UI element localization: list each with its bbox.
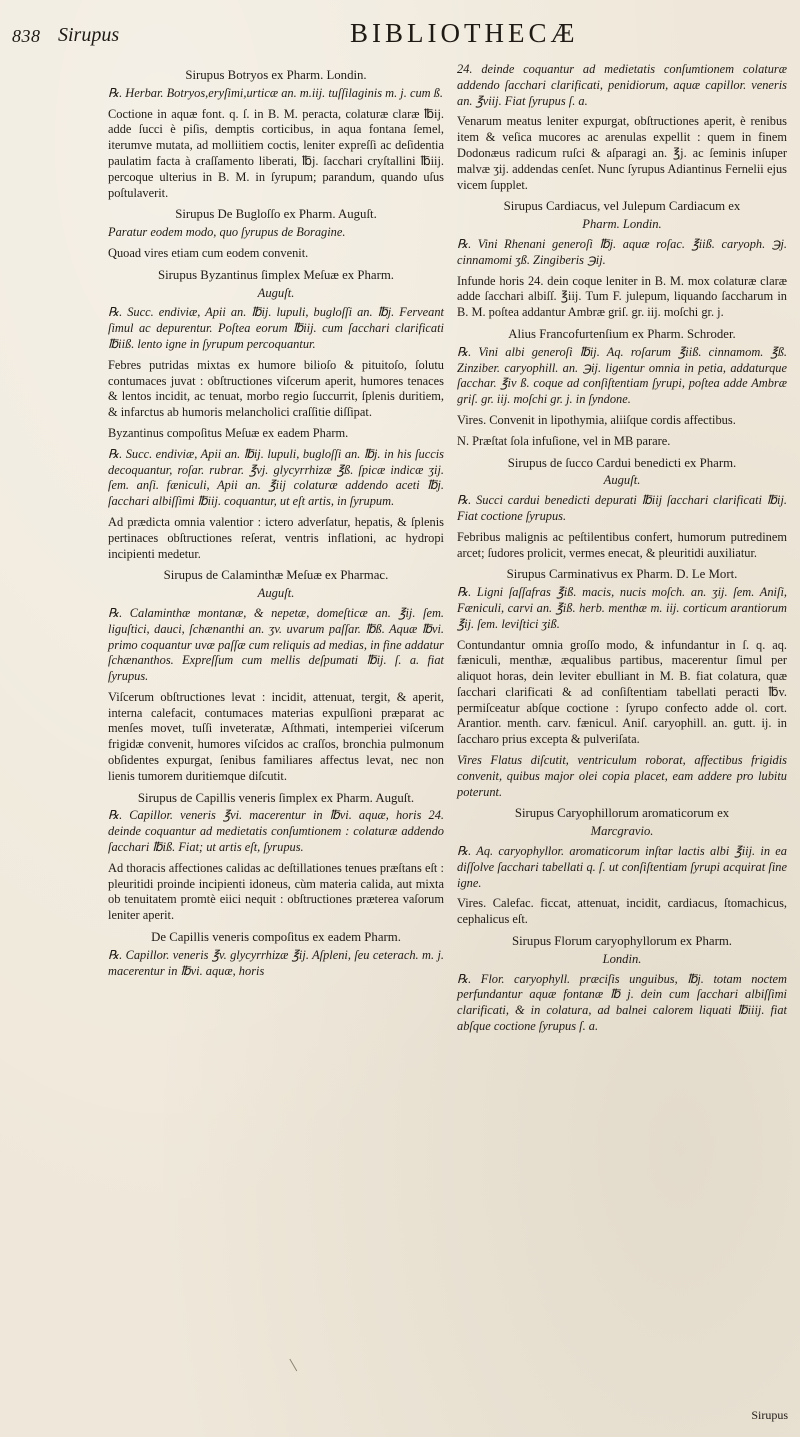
- recipe-formula: ℞. Ligni ſaſſafras ℥iß. macis, nucis moſch. an. ʒij. ſem. Aniſi, Fæniculi, carvi an. ℥iß. herb. menthæ m. iij. corticum arantiorum ℥ij. ſem. leviſtici ʒiß.: [457, 585, 787, 631]
- recipe-heading: Sirupus Florum caryophyllorum ex Pharm.: [511, 934, 732, 949]
- recipe-formula: ℞. Succi cardui benedicti depurati ℔iij ſacchari clarificati ℔ij. Fiat coctione ſyrupus.: [457, 493, 787, 523]
- recipe-heading: Alius Francofurtenſium ex Pharm. Schroder.: [508, 326, 736, 341]
- recipe-text: Ad prædicta omnia valentior : ictero adverſatur, hepatis, & ſplenis pertinaces obſtructiones reſerat, ventris inflationi, ac hydropi incipienti medetur.: [108, 514, 444, 561]
- catchword: Sirupus: [751, 1408, 788, 1422]
- recipe-formula: ℞. Herbar. Botryos,eryſimi,urticæ an. m.iij. tuſſilaginis m. j. cum ß.: [108, 85, 443, 100]
- recipe-heading: De Capillis veneris compoſitus ex eadem Pharm.: [151, 930, 401, 945]
- recipe-text: Febribus malignis ac peſtilentibus confert, humorum putredinem arcet; ſudores prolicit, vermes enecat, & pleuritidi auxiliatur.: [457, 529, 787, 560]
- recipe-formula: ℞. Capillor. veneris ℥v. glycyrrhizæ ℥ij. Aſpleni, ſeu ceterach. m. j. macerentur in ℔vi. aquæ, horis: [108, 947, 444, 978]
- left-column: [108, 62, 444, 984]
- page-number: 838: [12, 26, 41, 46]
- recipe-heading: Sirupus Cardiacus, vel Julepum Cardiacum ex: [503, 199, 741, 214]
- recipe-text: Vires. Convenit in lipothymia, aliiſque cordis affectibus.: [457, 412, 736, 427]
- recipe-text: Venarum meatus leniter expurgat, obſtructiones aperit, è renibus item & veſica mucores ac arenulas expellit : quem in finem Dodonæus radicum ruſci & aſparagi an. ℥j. ac ſeminis inſuper malvæ ʒij. addendas cenſet. Nunc ſyrupus Adiantinus Fernelii ejus vicem ſupplet.: [457, 114, 787, 192]
- recipe-formula: ℞. Vini Rhenani generoſi ℔j. aquæ roſac. ℥iiß. caryoph. ℈j. cinnamomi ʒß. Zingiberis ℈ij.: [457, 236, 787, 267]
- margin-mark: [289, 1353, 307, 1372]
- recipe-text: Coctione in aquæ font. q. ſ. in B. M. peracta, colaturæ claræ ℔ij. adde ſucci è piſis, demptis corticibus, in aqua fontana ſemel, iterumve mutata, ad molliitiem coctis, leniter expreſſi ac deſidentia paulatim facta à craſſamento liberati, ℔j. ſacchari cryſtallini ℔iij. percoque ulterius in B. M. in ſyrupum; parandum, quando uſus poſtulaverit.: [108, 106, 444, 200]
- recipe-formula: ℞. Flor. caryophyll. præciſis unguibus, ℔j. totam noctem perfundantur aquæ fontanæ ℔ j. dein cum ſacchari albiſſimi clarificati, & in colatura, ad balnei calorem liquati ℔iiij. fiat abſque coctione ſyrupus ſ. a.: [457, 971, 787, 1034]
- recipe-text: Febres putridas mixtas ex humore bilioſo & pituitoſo, ſolutu contumaces juvat : obſtructiones viſcerum aperit, humores tenaces & lentos incidit, ac tenuat, morbo regio ſuccurrit, ſplenis duritiem, & infarctus ab humoris melancholici craſſitie diſſipat.: [108, 357, 444, 420]
- recipe-heading: Sirupus de Calaminthæ Meſuæ ex Pharmac.: [163, 568, 389, 583]
- recipe-formula: ℞. Calaminthæ montanæ, & nepetæ, domeſticæ an. ℥ij. ſem. liguſtici, dauci, ſchænanthi an. ʒv. uvarum paſſar. ℔ß. Aquæ ℔vi. primo coquantur uvæ paſſæ cum reliquis ad medias, in fine addatur ſchænanthos. Expreſſum cum mellis deſpumati ℔ij. ſ. a. fiat ſyrupus.: [108, 605, 444, 684]
- recipe-source: Londin.: [602, 951, 642, 966]
- recipe-formula: Paratur eodem modo, quo ſyrupus de Boragine.: [108, 225, 346, 240]
- recipe-heading: Sirupus de ſucco Cardui benedicti ex Pharm.: [507, 455, 737, 470]
- recipe-text: Quoad vires etiam cum eodem convenit.: [108, 245, 309, 260]
- recipe-text: Byzantinus compoſitus Meſuæ ex eadem Pharm.: [108, 425, 349, 440]
- recipe-heading: Sirupus de Capillis veneris ſimplex ex Pharm. Auguſt.: [137, 790, 415, 805]
- page-title: BIBLIOTHECÆ: [350, 18, 579, 48]
- recipe-source: Auguſt.: [257, 285, 295, 300]
- recipe-formula: ℞. Capillor. veneris ℥vi. macerentur in ℔vi. aquæ, horis 24. deinde coquantur ad medietatis conſumtionem : colaturæ addendo ſacchari ℔iß. Fiat; ut artis eſt, ſyrupus.: [108, 808, 444, 855]
- recipe-heading: Sirupus De Bugloſſo ex Pharm. Auguſt.: [175, 207, 377, 222]
- right-column: [457, 62, 787, 1040]
- recipe-heading: Sirupus Carminativus ex Pharm. D. Le Mort.: [506, 567, 738, 582]
- recipe-formula: ℞. Vini albi generoſi ℔ij. Aq. roſarum ℥iiß. cinnamom. ℥ß. Zinziber. caryophill. an. ℈ij. ligentur omnia in petia, addaturque ſacchar. ℥iv ß. coque ad conſiſtentiam ſyrupi, poſtea adde Ambræ griſ. gr. iij. moſchi gr. j. in ſyndone.: [457, 344, 787, 407]
- recipe-heading: Sirupus Botryos ex Pharm. Londin.: [185, 68, 367, 82]
- recipe-source: Marcgravio.: [590, 824, 654, 839]
- recipe-text: Infunde horis 24. dein coque leniter in B. M. mox colaturæ claræ adde ſacchari albiſſ. ℥iij. Tum F. julepum, liquando ſaccharum in B. M. poſtea addantur Ambræ griſ. gr. iij. moſchi gr. j.: [457, 273, 787, 320]
- recipe-text: Vires. Calefac. ficcat, attenuat, incidit, cardiacus, ſtomachicus, cephalicus eſt.: [457, 896, 787, 927]
- recipe-heading: Sirupus Caryophillorum aromaticorum ex: [514, 806, 730, 821]
- recipe-formula: ℞. Aq. caryophyllor. aromaticorum inſtar lactis albi ℥iij. in ea diſſolve ſacchari tabellati q. ſ. ut conſiſtentiam ſyrupi acquirat ſine igne.: [457, 844, 787, 890]
- recipe-formula: 24. deinde coquantur ad medietatis conſumtionem colaturæ addendo ſacchari clarificati, penidiorum, aquæ capillor. veneris an. ℥viij. Fiat ſyrupus ſ. a.: [457, 62, 787, 108]
- recipe-source: Auguſt.: [603, 473, 641, 488]
- recipe-formula: ℞. Succ. endiviæ, Apii an. ℔ij. lupuli, bugloſſi an. ℔j. in his ſuccis decoquantur, roſar. rubrar. ℥vj. glycyrrhizæ ℥ß. ſpicæ indicæ ʒij. ſem. anſi. fæniculi, Apii an. ℥iij colaturæ addendo aceti ℔j. ſacchari albiſſimi ℔iij. coquantur, ut eſt artis, in ſyrupum.: [108, 446, 444, 509]
- recipe-heading: Sirupus Byzantinus ſimplex Meſuæ ex Pharm.: [157, 267, 395, 282]
- running-head: Sirupus: [58, 24, 120, 46]
- recipe-source: Auguſt.: [257, 586, 295, 601]
- recipe-text: N. Præſtat ſola infuſione, vel in MB parare.: [457, 433, 671, 448]
- recipe-text: Ad thoracis affectiones calidas ac deſtillationes tenues præſtans eſt : pleuritidi proinde incipienti idoneus, cùm materia calida, aut mixta ob tenuitatem promtè eiici nequit : obſtructiones præterea vaſorum leniter aperit.: [108, 860, 444, 923]
- recipe-text: Contundantur omnia groſſo modo, & infundantur in ſ. q. aq. fæniculi, menthæ, æqualibus partibus, macerentur ſimul per aliquot horas, dein leviter ebulliant in M. B. fiat colatura, quæ ſacchari clarificati & ad conſiſtentiam tabellati peracti ℔v. permiſceatur abſque coctione : ſyrupo confecto adde ol. cort. Arantior. menth. carv. fænicul. Aniſ. caryophill. an. gutt. ij. in ſaccharo prius excepta & pulveriſata.: [457, 637, 787, 747]
- recipe-source: Pharm. Londin.: [582, 217, 662, 232]
- recipe-formula: ℞. Succ. endiviæ, Apii an. ℔ij. lupuli, bugloſſi an. ℔j. Ferveant ſimul ac depurentur. Poſtea eorum ℔iij. cum ſacchari clarificati ℔iiß. lento igne in ſyrupum percoquantur.: [108, 305, 444, 351]
- recipe-text: Viſcerum obſtructiones levat : incidit, attenuat, tergit, & aperit, interna calefacit, contumaces materias expulſioni præparat ac menſes movet, tuſſi inveteratæ, Aſthmati, intemperiei viſcerum frigidæ convenit, humores viſcidos ac craſſos, bronchia pulmonum obſidentes expurgat, ſenibus familiares affectus levat, nec non lienis tumorem duritiemque diſcutit.: [108, 689, 444, 783]
- recipe-formula: Vires Flatus diſcutit, ventriculum roborat, affectibus frigidis convenit, quibus major olei copia placet, eam addere pro lubitu poterunt.: [457, 753, 787, 799]
